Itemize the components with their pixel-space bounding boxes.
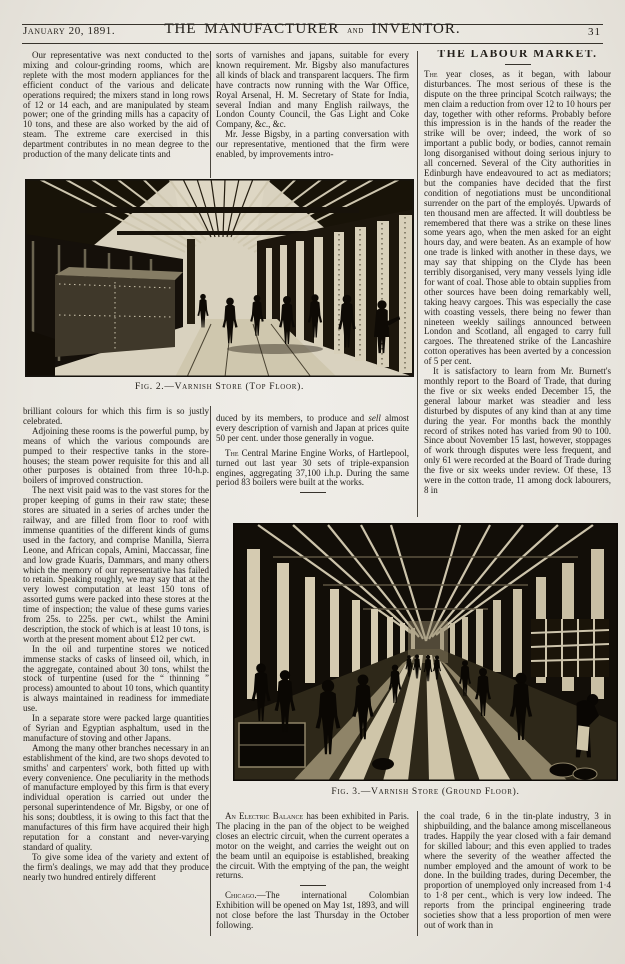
header-rule-bottom bbox=[22, 43, 603, 44]
fig2-varnish-store-top-floor-image bbox=[25, 179, 414, 377]
paragraph-text: duced by its members, to produce and bbox=[216, 413, 369, 423]
page-number: 31 bbox=[588, 26, 601, 38]
paragraph bbox=[216, 891, 409, 931]
heading-divider bbox=[505, 64, 531, 65]
paragraph: brilliant colours for which this firm is so justly celebrated. bbox=[23, 407, 209, 426]
item-divider bbox=[300, 492, 326, 493]
paragraph: sorts of varnishes and japans, suitable for every known requirement. Mr. Bigsby also manufactures all kinds of black and transparent lacquers. The firm have contracts now running with the War Office, Royal Arsenal, H. M. Secretary of State for India, several Indian and many English railways, the London County Council, the Gas Light and Coke Company, &c., &c. bbox=[216, 50, 409, 130]
fig3-caption: Fig. 3.—Varnish Store (Ground Floor). bbox=[331, 787, 520, 797]
section-heading: THE LABOUR MARKET. bbox=[437, 50, 598, 60]
italic-word: sell bbox=[368, 413, 381, 423]
paragraph bbox=[216, 812, 409, 881]
column-rule bbox=[210, 406, 211, 936]
lead-phrase: An Electric Balance bbox=[225, 812, 304, 821]
paragraph: In the oil and turpentine stores we noticed immense stacks of casks of linseed oil, which, in the aggregate, contained about 30 tons, whilst the stock of turpentine (used for the “ thinning ” process) amounted to about 10 tons, which quantity is always maintained in readiness for immediate use. bbox=[23, 643, 209, 714]
paragraph: Our representative was next conducted to the mixing and colour-grinding rooms, which are replete with the most modern appliances for the efficient conduct of the various and delicate operations required; the mixers stand in long rows of 12 or 14 each, and are manipulated by steam power; one of the grinding mills has a capacity of 10 tons, and these are also worked by the aid of steam. The extreme care exercised in this department contributes in no mean degree to the production of the many delicate tints and bbox=[23, 50, 209, 160]
paragraph: It is satisfactory to learn from Mr. Burnett's monthly report to the Board of Trade, that during the five or six weeks ended December 15, the general labour market was steadier and less disturbed by disputes of any kind than at any time during the year. For months back the monthly record of strikes noted has varied from 90 to 100. Since about November 15 last, however, stoppages of work through disputes were less frequent, and only 61 were recorded at the Board of Trade during the five or six weeks under review. Of these, 13 were in the cotton trade, 11 among dock labourers, 8 in bbox=[424, 366, 611, 495]
fig3-engraving bbox=[233, 523, 618, 781]
paragraph: Among the many other branches necessary in an establishment of the kind, are two shops devoted to smiths' and carpenters' work, both fitted up with every convenience. One peculiarity in the methods of manufacture employed by this firm is that every individual operation is carried out under the personal superintendence of Mr. Bigsby, or one of his sons; doubtless, it is owing to this fact that the manufactures of this firm have acquired their high reputation for a constant and never-varying standard of quality. bbox=[23, 742, 209, 852]
paragraph: To give some idea of the variety and extent of the firm's dealings, we may add that they produce nearly two hundred entirely different bbox=[23, 851, 209, 882]
paragraph: In a separate store were packed large quantities of Syrian and Egyptian asphaltum, used in the manufacture of stoving and other Japans. bbox=[23, 713, 209, 743]
item-divider bbox=[300, 885, 326, 886]
fig3-varnish-store-ground-floor-image bbox=[233, 523, 618, 781]
lead-word: The bbox=[424, 68, 438, 79]
column-rule bbox=[210, 51, 211, 178]
title-main: THE MANUFACTURER bbox=[164, 21, 340, 37]
title-and: and bbox=[347, 25, 364, 36]
fig2-engraving bbox=[25, 179, 414, 377]
lead-word: The bbox=[225, 447, 239, 458]
paragraph bbox=[424, 70, 611, 367]
paragraph: the coal trade, 6 in the tin-plate industry, 3 in shipbuilding, and the balance among miscellaneous trades. Happily the year closed with a fair demand for skilled labour; and this even applied to trades where the severity of the weather affected the number employed and the amount of work to be done. In the building trades, during December, the proportion of unemployed only increased from 1·4 to 1·8 per cent., which is very low indeed. The reports from the principal engineering trade societies show that a less proportion of men were out of work than in bbox=[424, 812, 611, 930]
right-column-top bbox=[424, 50, 611, 518]
middle-column-bottom bbox=[216, 812, 409, 952]
paragraph: The next visit paid was to the vast stores for the proper keeping of gums in their raw state; these stores are situated in a series of arches under the railway, and are filled from floor to roof with immense quantities of the different kinds of gums used in the factory, and comprise Manilla, Sierra Leone, and African copals, Amini, Maccassar, fine and low grade Kuaris, Dammars, and many others which the memory of our representative has failed to retain. Speaking roughly, we may say that at the very lowest computation at least 150 tons of assorted gums were packed into these stores at the time of inspection; the value of these gums varies from 25s. to 225s. per cwt., whilst the Amini description, the stock of which is at least 10 tons, is worth at the present moment about £12 per cwt. bbox=[23, 485, 209, 644]
left-column-top bbox=[23, 51, 209, 160]
middle-column-top bbox=[216, 51, 409, 160]
title-tail: INVENTOR. bbox=[371, 21, 461, 37]
column-rule bbox=[417, 811, 418, 936]
middle-column-middle bbox=[216, 414, 409, 498]
paragraph bbox=[216, 414, 409, 444]
paragraph-text: almost every description of varnish and Japan at prices quite 50 per cent. under those generally in vogue. bbox=[216, 413, 410, 443]
paragraph-text: Central Marine Engine Works, of Hartlepool, turned out last year 30 sets of triple-expansion engines, aggregating 37,100 i.h.p. During the same period 83 boilers were built at the works. bbox=[216, 447, 409, 488]
page-title bbox=[0, 21, 625, 38]
paragraph-text: —The international Colombian Exhibition will be opened on May 1st, 1893, and will not close before the last Thursday in the October following. bbox=[216, 890, 409, 931]
column-rule bbox=[417, 51, 418, 517]
fig2-caption: Fig. 2.—Varnish Store (Top Floor). bbox=[134, 382, 305, 392]
paragraph: Mr. Jesse Bigsby, in a parting conversation with our representative, mentioned that the firm were enabled, by improvements intro- bbox=[216, 129, 409, 160]
paragraph-text: year closes, as it began, with labour disturbances. The most serious of these is the dispute on the three principal Scotch railways; the men claim a reduction from over 12 to 10 hours per day, together with other reforms. Probably before this impression is in the hands of the reader the strike will be over; indeed, the work of so important a public body, or bodies, cannot remain long disorganised without doing serious injury to all concerned. Several of the City authorities in Edinburgh have endeavoured to act as mediators; but the companies have decided that the first condition of negotiations must be unconditional surrender on the part of the employés. Upwards of ten thousand men are affected. It will doubtless be remembered that there was a strike on these lines some years ago, when the men asked for an eight hours day, and were beaten. As an example of how one trade is linked with another in these days, we may say that shipping on the Clyde has been terribly disorganised, very many vessels lying idle for want of coal. Those able to obtain supplies from other sources have been doing remarkably well, taking heavy cargoes. This was especially the case with coasting vessels, there being no fewer than nineteen weekly sailings announced between London and Scotland, all engaged to carry full cargoes. The threatened strike of the Lancashire cotton operatives has been averted by a concession of 5 per cent. bbox=[424, 68, 611, 367]
paragraph bbox=[216, 449, 409, 489]
lead-word: Chicago. bbox=[225, 890, 257, 901]
paragraph-text: has been exhibited in Paris. The placing in the pan of the object to be weighed closes an electric circuit, when the current operates a motor on the weight, and carries the weight out on the beam until an equipoise is established, breaking the circuit. With the emptying of the pan, the weight returns. bbox=[216, 812, 409, 881]
issue-date: January 20, 1891. bbox=[23, 25, 116, 37]
right-column-bottom bbox=[424, 812, 611, 944]
paragraph: Adjoining these rooms is the powerful pump, by means of which the various compounds are pumped to their respective tanks in the store-houses; the steam power requisite for this and all other purposes is obtained from three 10-h.p. boilers of improved construction. bbox=[23, 425, 209, 486]
left-column-bottom bbox=[23, 407, 209, 940]
